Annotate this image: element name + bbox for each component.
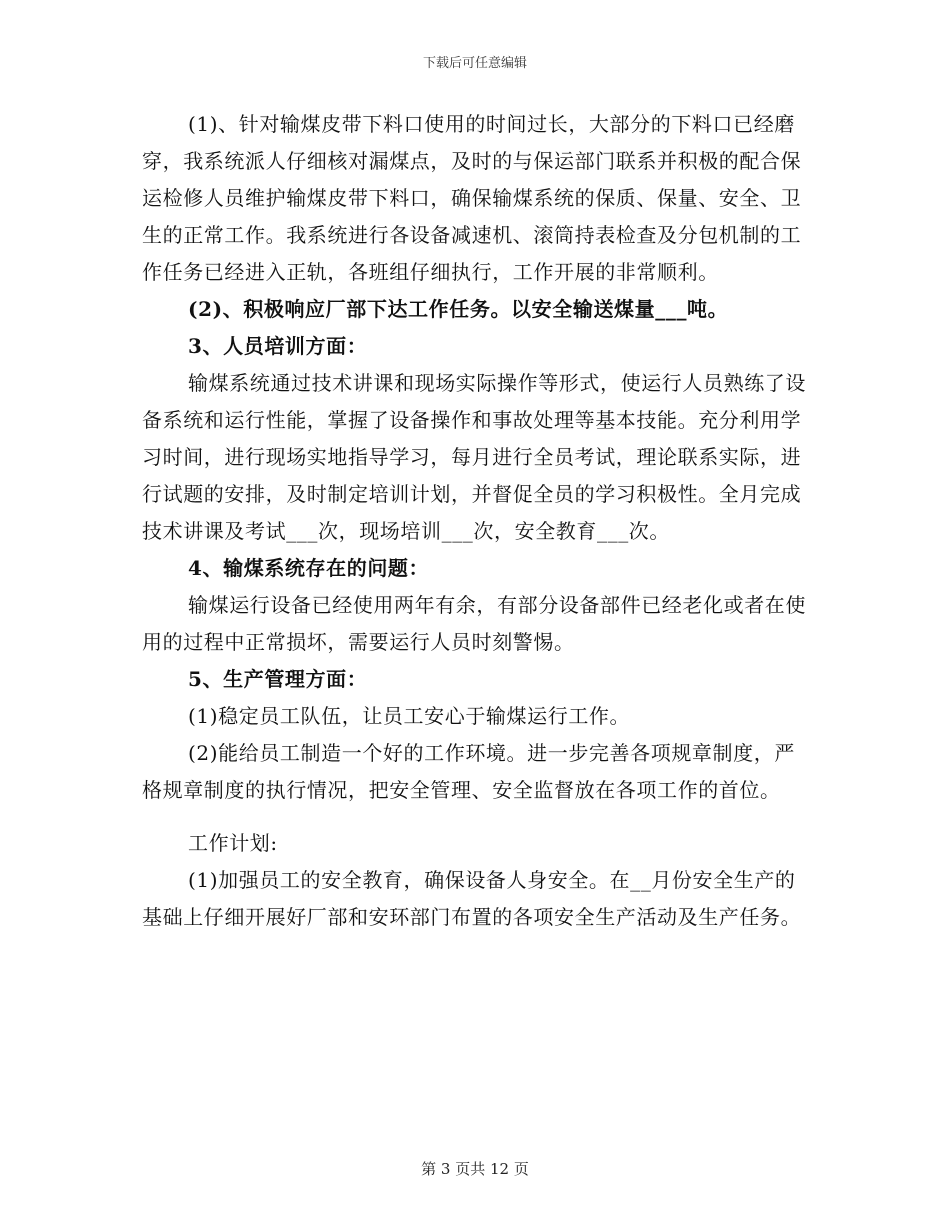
section-heading-production-management: 5、生产管理方面： (188, 667, 368, 691)
paragraph-work-environment: (2)能给员工制造一个好的工作环境。进一步完善各项规章制度，严格规章制度的执行情况，把安全管理、安全监督放在各项工作的首位。 (142, 741, 795, 802)
page-number: 第 3 页共 12 页 (421, 1160, 529, 1178)
document-body (142, 106, 810, 936)
paragraph-stabilize-team: (1)稳定员工队伍，让员工安心于输煤运行工作。 (188, 704, 631, 728)
section-heading-problems: 4、输煤系统存在的问题： (188, 556, 430, 580)
paragraph-task-response: (2)、积极响应厂部下达工作任务。以安全输送煤量___吨。 (188, 297, 729, 321)
paragraph-maintenance: (1)、针对输煤皮带下料口使用的时间过长，大部分的下料口已经磨穿，我系统派人仔细核对漏煤点，及时的与保运部门联系并积极的配合保运检修人员维护输煤皮带下料口，确保输煤系统的保质、保量、安全、卫生的正常工作。我系统进行各设备减速机、滚筒持表检查及分包机制的工作任务已经进入正轨，各班组仔细执行，工作开展的非常顺利。 (142, 112, 802, 284)
page-header: 下载后可任意编辑 (422, 56, 527, 71)
paragraph-problems: 输煤运行设备已经使用两年有余，有部分设备部件已经老化或者在使用的过程中正常损坏，需要运行人员时刻警惕。 (142, 593, 806, 654)
section-heading-training: 3、人员培训方面： (188, 334, 368, 358)
paragraph-safety-education: (1)加强员工的安全教育，确保设备人身安全。在__月份安全生产的基础上仔细开展好厂部和安环部门布置的各项安全生产活动及生产任务。 (142, 868, 802, 929)
paragraph-training: 输煤系统通过技术讲课和现场实际操作等形式，使运行人员熟练了设备系统和运行性能，掌握了设备操作和事故处理等基本技能。充分利用学习时间，进行现场实地指导学习，每月进行全员考试，理论联系实际，进行试题的安排，及时制定培训计划，并督促全员的学习积极性。全月完成技术讲课及考试___次，现场培训___次，安全教育___次。 (142, 371, 806, 543)
section-heading-work-plan: 工作计划: (188, 831, 278, 855)
